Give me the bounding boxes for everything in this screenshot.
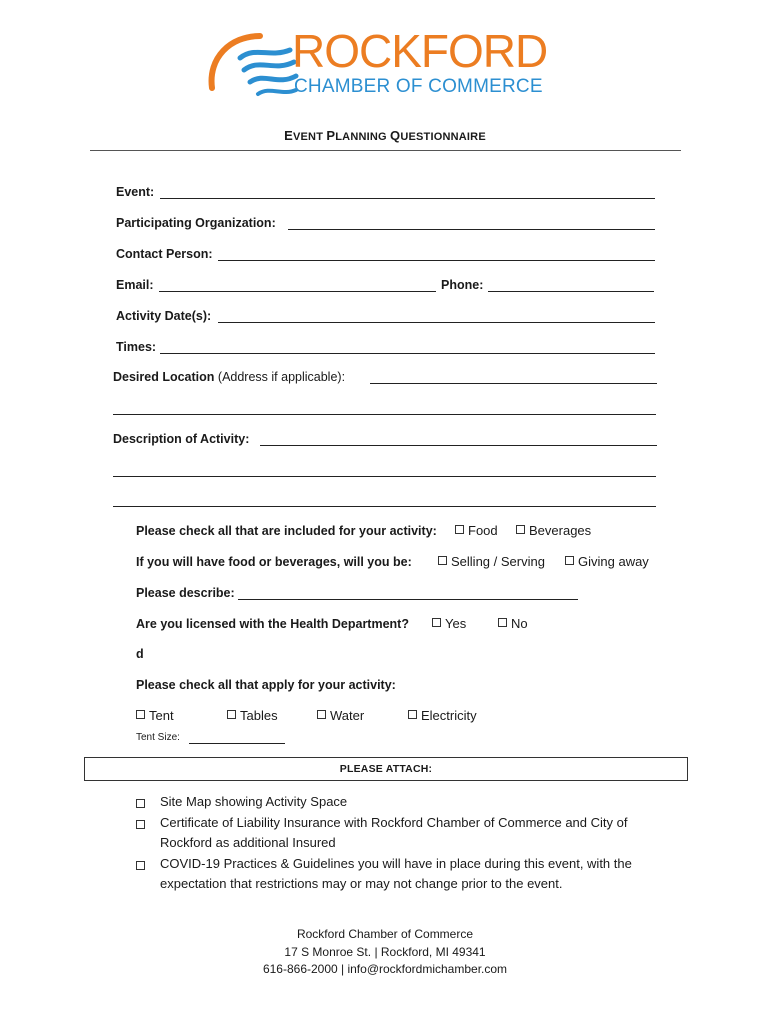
times-label: Times:: [116, 340, 157, 354]
food-bev-question: If you will have food or beverages, will you be:: [136, 555, 412, 569]
list-item: Site Map showing Activity Space: [136, 792, 666, 813]
yes-checkbox[interactable]: Yes: [432, 616, 466, 631]
giving-away-checkbox[interactable]: Giving away: [565, 554, 649, 569]
describe-label: Please describe:: [136, 586, 235, 600]
checkbox-icon[interactable]: [136, 799, 145, 808]
checkbox-icon: [408, 710, 417, 719]
event-label: Event:: [116, 185, 155, 199]
electricity-checkbox[interactable]: Electricity: [408, 708, 477, 723]
checkbox-icon: [516, 525, 525, 534]
footer-contact: 616-866-2000 | info@rockfordmichamber.com: [262, 962, 508, 976]
checkbox-icon: [438, 556, 447, 565]
licensed-question: Are you licensed with the Health Department?: [136, 617, 409, 631]
description-field[interactable]: [260, 445, 657, 446]
checkbox-icon: [565, 556, 574, 565]
water-checkbox[interactable]: Water: [317, 708, 364, 723]
email-label: Email:: [116, 278, 154, 292]
footer: [0, 926, 770, 979]
times-field[interactable]: [160, 353, 655, 354]
checkbox-icon: [455, 525, 464, 534]
dates-label: Activity Date(s):: [116, 309, 212, 323]
no-checkbox[interactable]: No: [498, 616, 528, 631]
location-note: (Address if applicable):: [217, 370, 346, 384]
attach-list: [136, 792, 666, 895]
location-label: Desired Location (Address if applicable):: [113, 370, 346, 384]
tent-checkbox[interactable]: Tent: [136, 708, 174, 723]
description-field-line-3[interactable]: [113, 506, 656, 507]
footer-org: Rockford Chamber of Commerce: [296, 927, 474, 941]
beverages-checkbox[interactable]: Beverages: [516, 523, 591, 538]
included-question: Please check all that are included for your activity:: [136, 524, 437, 538]
phone-field[interactable]: [488, 291, 654, 292]
title-divider: [90, 150, 681, 151]
checkbox-icon: [227, 710, 236, 719]
location-field[interactable]: [370, 383, 657, 384]
list-item: COVID-19 Practices & Guidelines you will have in place during this event, with the expectation that restrictions may or may not change prior to the event.: [136, 854, 666, 895]
logo-wave-icon: [200, 28, 300, 98]
location-field-extra[interactable]: [113, 414, 656, 415]
logo-name: ROCKFORD: [292, 25, 548, 77]
description-label: Description of Activity:: [113, 432, 250, 446]
description-field-line-2[interactable]: [113, 476, 656, 477]
tent-size-field[interactable]: [189, 743, 285, 744]
attach-header-box: [84, 757, 688, 781]
dates-field[interactable]: [218, 322, 655, 323]
tables-checkbox[interactable]: Tables: [227, 708, 278, 723]
email-field[interactable]: [159, 291, 436, 292]
checkbox-icon: [136, 710, 145, 719]
logo-subtitle: CHAMBER OF COMMERCE: [294, 76, 543, 97]
phone-label: Phone:: [441, 278, 484, 292]
page-title: EVENT PLANNING QUESTIONNAIRE: [284, 128, 486, 143]
footer-address: 17 S Monroe St. | Rockford, MI 49341: [284, 944, 486, 959]
checkbox-icon: [317, 710, 326, 719]
contact-field[interactable]: [218, 260, 655, 261]
apply-question: Please check all that apply for your activity:: [136, 678, 396, 692]
selling-serving-checkbox[interactable]: Selling / Serving: [438, 554, 545, 569]
food-checkbox[interactable]: Food: [455, 523, 498, 538]
chamber-logo: [200, 25, 570, 98]
contact-label: Contact Person:: [116, 247, 213, 261]
event-field[interactable]: [160, 198, 655, 199]
stray-text: d: [136, 647, 144, 661]
checkbox-icon: [498, 618, 507, 627]
organization-field[interactable]: [288, 229, 655, 230]
organization-label: Participating Organization:: [116, 216, 276, 230]
tent-size-label: Tent Size:: [136, 732, 180, 743]
attach-title: PLEASE ATTACH:: [339, 763, 433, 775]
describe-field[interactable]: [238, 599, 578, 600]
checkbox-icon[interactable]: [136, 861, 145, 870]
list-item: Certificate of Liability Insurance with Rockford Chamber of Commerce and City of Rockford as additional Insured: [136, 813, 666, 854]
checkbox-icon[interactable]: [136, 820, 145, 829]
checkbox-icon: [432, 618, 441, 627]
